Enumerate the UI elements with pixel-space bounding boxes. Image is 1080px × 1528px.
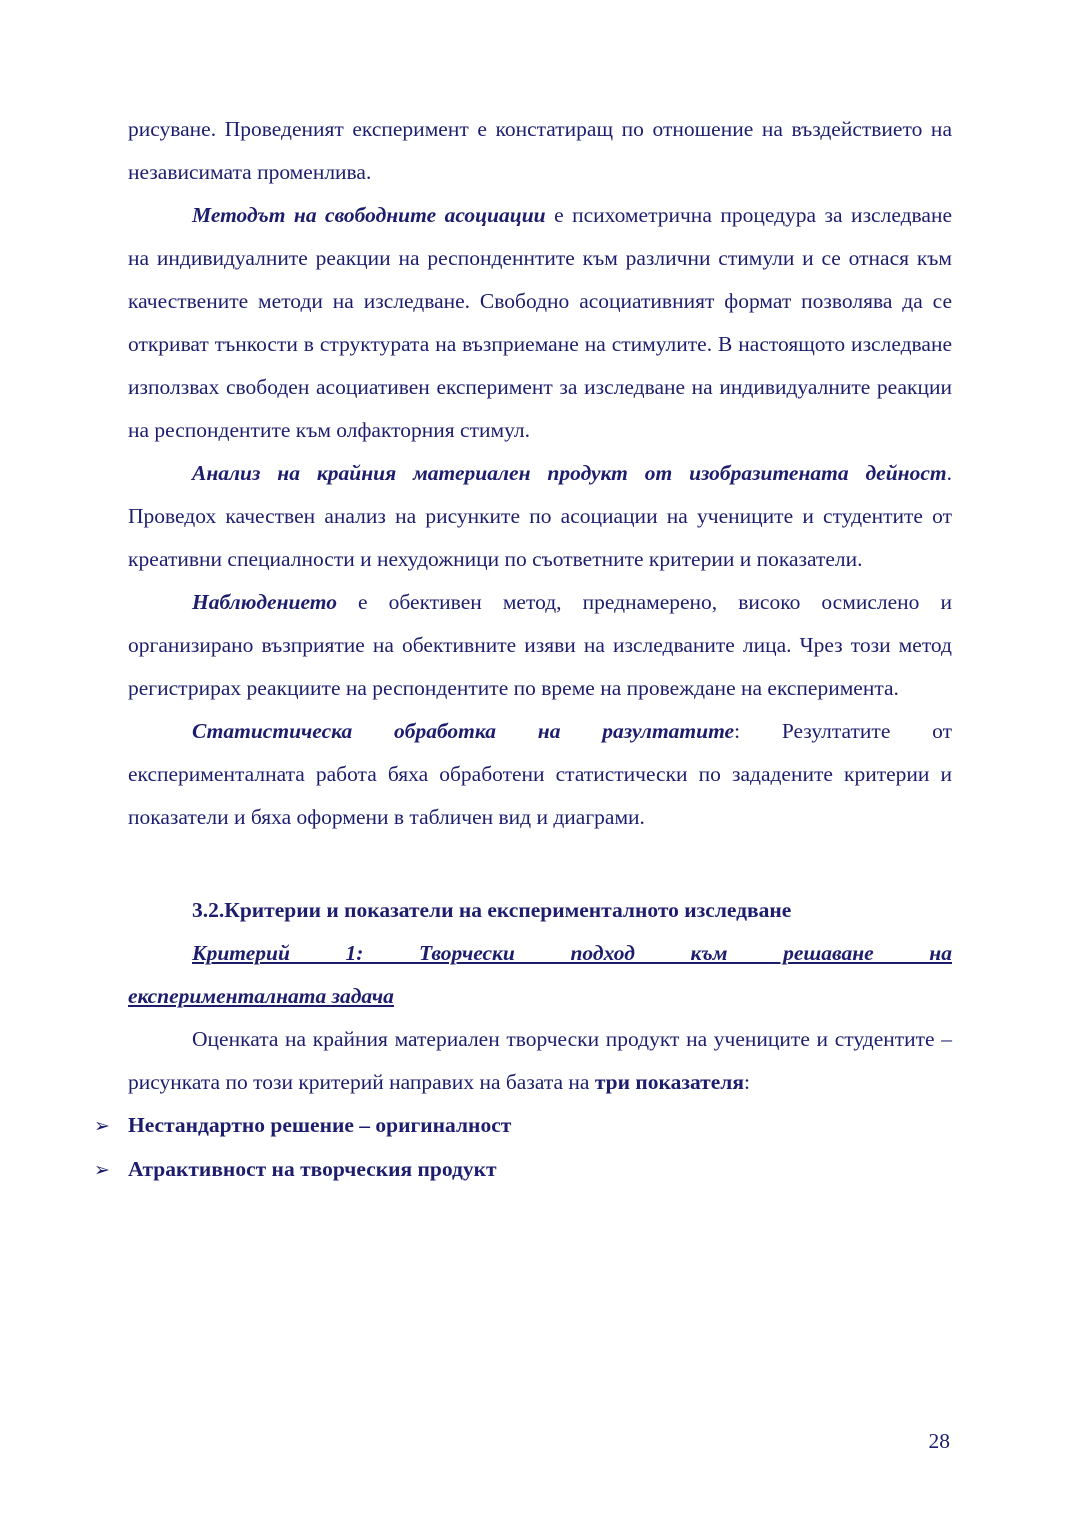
text-run: Критерий 1: Творчески подход към решаване на [192,941,952,965]
bullet-arrow-icon: ➢ [94,1160,110,1181]
bullet-text: Атрактивност на творческия продукт [128,1157,497,1181]
text-run: Оценката на крайния материален творчески продукт на учениците и студентите – рисунката по този критерий направих на базата на [128,1027,952,1094]
text-run: : [743,1070,750,1094]
paragraph-method-associations [128,194,952,452]
criterion-heading-line2 [128,975,952,1018]
text-run: Статистическа обработка на разултатите [192,719,735,743]
bullet-item [94,1148,952,1192]
text-run: Анализ на крайния материален продукт от изобразитената дейност [192,461,947,485]
section-heading [128,889,952,932]
text-run: три показателя [594,1070,744,1094]
paragraph-continuation [128,108,952,194]
bullet-text: Нестандартно решение – оригиналност [128,1113,512,1137]
text-run: 3.2.Критерии и показатели на експерименталното изследване [192,898,792,922]
text-run: рисуване. Проведеният експеримент е констатиращ по отношение на въздействието на независимата променлива. [128,117,952,184]
bullet-arrow-icon: ➢ [94,1116,110,1137]
bullet-list [94,1104,952,1192]
text-run: експерименталната задача [128,984,394,1008]
paragraph-observation [128,581,952,710]
criterion-heading-line1 [128,932,952,975]
text-run: . Проведох качествен анализ на рисунките по асоциации на учениците и студентите от креативни специалности и нехудожници по съответните критерии и показатели. [128,461,952,571]
text-run: е обективен метод, преднамерено, високо осмислено и организирано възприятие на обективните изяви на изследваните лица. Чрез този метод регистрирах реакциите на респондентите по време на провеждане на експеримента. [128,590,952,700]
document-body [94,108,952,1192]
paragraph-statistics [128,710,952,839]
text-run: : Резултатите от експерименталната работа бяха обработени статистически по зададените критерии и показатели и бяха оформени в табличен вид и диаграми. [128,719,952,829]
text-run: е психометрична процедура за изследване на индивидуалните реакции на респонденнтите към различни стимули и се отнася към качествените методи на изследване. Свободно асоциативният формат позволява да се откриват тънкости в структурата на възприемане на стимулите. В настоящото изследване използвах свободен асоциативен експеримент за изследване на индивидуалните реакции на респондентите към олфакторния стимул. [128,203,952,442]
page-number: 28 [928,1429,950,1453]
paragraph-assessment [128,1018,952,1104]
text-run: Методът на свободните асоциации [192,203,546,227]
paragraphs-container [128,108,952,1104]
bullet-item [94,1104,952,1148]
paragraph-analysis-product [128,452,952,581]
text-run: Наблюдението [192,590,337,614]
